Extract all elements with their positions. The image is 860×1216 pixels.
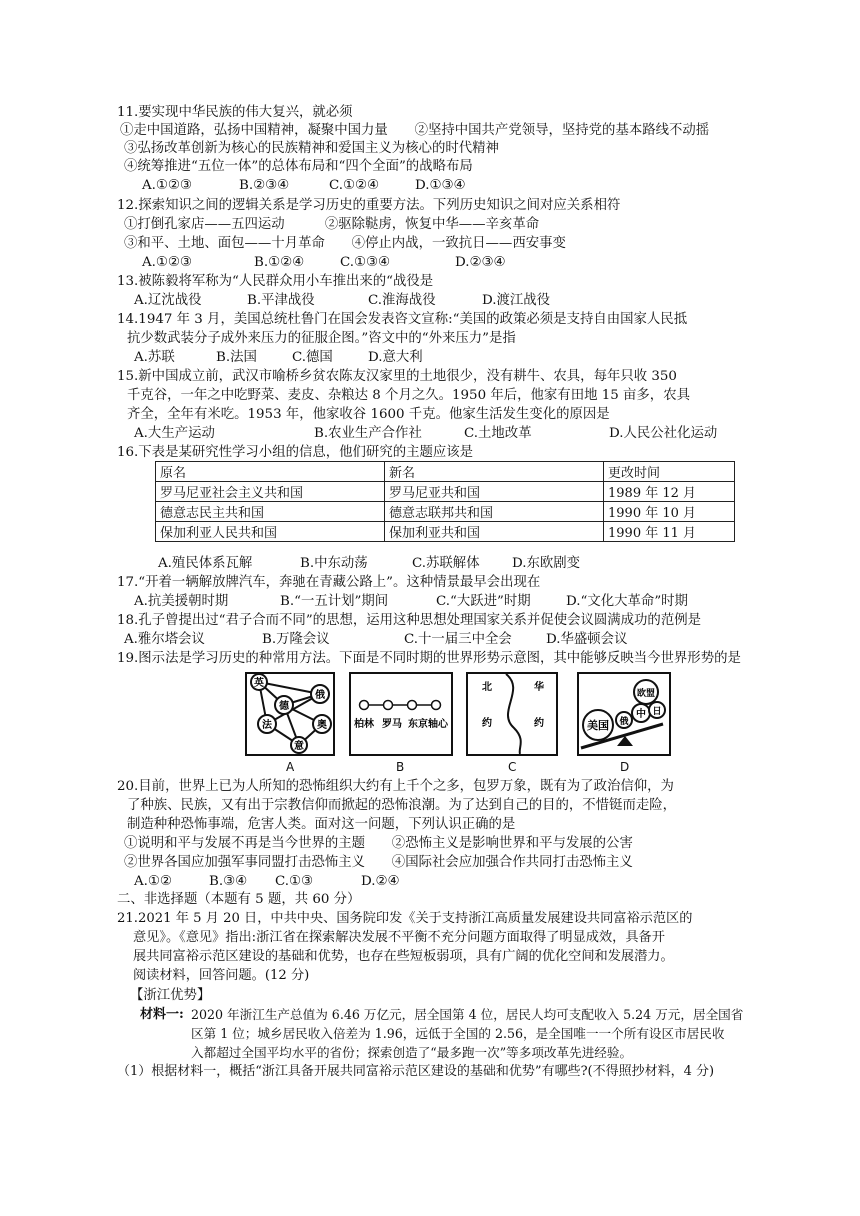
- q15-stem-2: 千克谷，一年之中吃野菜、麦皮、杂粮达 8 个月之久。1950 年后，他家有田地 15 亩多，农具: [127, 388, 690, 403]
- node-label: 奥: [317, 720, 327, 731]
- q20-item-1: ①说明和平与发展不再是当今世界的主题 ②恐怖主义是影响世界和平与发展的公害: [124, 836, 633, 851]
- q12-stem: 12.探索知识之间的逻辑关系是学习历史的重要方法。下列历史知识之间对应关系相符: [117, 198, 621, 213]
- q11-options: [142, 177, 466, 195]
- q20-item-2: ②世界各国应加强军事同盟打击恐怖主义 ④国际社会应加强合作共同打击恐怖主义: [124, 855, 633, 870]
- q18-options: [124, 631, 627, 649]
- material-1-line-1: 2020 年浙江生产总值为 6.46 万亿元，居全国第 4 位，居民人均可支配收入 5.24 万元，居全国省: [191, 1007, 744, 1022]
- q16-options: [158, 555, 580, 573]
- node-label: 英: [254, 678, 264, 689]
- q11-item-1: ①走中国道路，弘扬中国精神，凝聚中国力量 ②坚持中国共产党领导，坚持党的基本路线不动摇: [120, 123, 710, 138]
- q14-option-b[interactable]: B.法国: [216, 350, 257, 365]
- q17-options: [134, 593, 688, 611]
- table-row: [156, 482, 735, 502]
- q12-item-1: ①打倒孔家店——五四运动 ②驱除鞑虏，恢复中华——辛亥革命: [124, 217, 540, 232]
- q14-options: [134, 349, 423, 367]
- node-label: 德: [279, 701, 289, 712]
- node-label: 美国: [587, 719, 609, 732]
- bipolar-diagram: [466, 672, 558, 756]
- q18-option-c[interactable]: C.十一届三中全会: [404, 632, 512, 647]
- node-label: 罗马: [382, 719, 402, 730]
- q13-option-c[interactable]: C.淮海战役: [368, 293, 436, 308]
- table-cell: 保加利亚人民共和国: [156, 522, 385, 542]
- q20-option-d[interactable]: D.②④: [361, 874, 400, 889]
- q15-option-b[interactable]: B.农业生产合作社: [314, 426, 422, 441]
- table-cell: 1990 年 11 月: [604, 522, 735, 542]
- q11-option-c[interactable]: C.①②④: [329, 178, 380, 193]
- q21-line-3: 展共同富裕示范区建设的基础和优势，也存在些短板弱项，具有广阔的优化空间和发展潜力。: [133, 949, 674, 964]
- figure-d-label: D: [620, 760, 630, 774]
- node-label: 东京轴心: [408, 719, 448, 730]
- q20-stem-2: 了种族、民族，又有出于宗教信仰而掀起的恐怖浪潮。为了达到自己的目的，不惜铤而走险，: [127, 798, 677, 813]
- q18-option-d[interactable]: D.华盛顿会议: [546, 632, 628, 647]
- q15-option-c[interactable]: C.土地改革: [464, 426, 532, 441]
- right-label-1: 华: [534, 682, 544, 693]
- q16-option-d[interactable]: D.东欧剧变: [512, 556, 581, 571]
- q11-item-3: ④统筹推进“五位一体”的总体布局和“四个全面”的战略布局: [124, 159, 473, 174]
- q11-stem: 11.要实现中华民族的伟大复兴，就必须: [117, 105, 353, 120]
- q20-option-b[interactable]: B.③④: [209, 874, 248, 889]
- figure-b-label: B: [396, 760, 405, 774]
- q19-figure-d: [577, 672, 671, 756]
- node-label: 俄: [619, 717, 629, 727]
- node-label: 欧盟: [636, 689, 656, 699]
- q21-sub-question-1: （1）根据材料一，概括“浙江具备开展共同富裕示范区建设的基础和优势”有哪些?(不得照抄材料，4 分): [117, 1064, 715, 1079]
- q15-option-a[interactable]: A.大生产运动: [134, 426, 215, 441]
- q12-option-c[interactable]: C.①③④: [340, 255, 391, 270]
- q18-stem: 18.孔子曾提出过“君子合而不同”的思想，运用这种思想处理国家关系并促使会议圆满成功的范例是: [117, 613, 701, 628]
- table-cell: 罗马尼亚社会主义共和国: [156, 482, 385, 502]
- table-cell: 德意志联邦共和国: [385, 502, 604, 522]
- material-1-label: 材料一:: [140, 1007, 184, 1022]
- q15-option-d[interactable]: D.人民公社化运动: [609, 426, 718, 441]
- node-label: 法: [262, 720, 272, 731]
- axis-diagram: [349, 672, 453, 756]
- node-label: 俄: [315, 690, 325, 701]
- q16-option-b[interactable]: B.中东动荡: [300, 556, 368, 571]
- right-label-2: 约: [534, 718, 544, 729]
- q11-option-b[interactable]: B.②③④: [239, 178, 290, 193]
- q21-line-1: 21.2021 年 5 月 20 日，中共中央、国务院印发《关于支持浙江高质量发展建设共同富裕示范区的: [117, 911, 693, 926]
- q13-stem: 13.被陈毅将军称为“人民群众用小车推出来的“战役是: [117, 274, 434, 289]
- q15-options: [134, 425, 717, 443]
- q20-option-c[interactable]: C.①③: [275, 874, 314, 889]
- q18-option-b[interactable]: B.万隆会议: [262, 632, 330, 647]
- q14-option-d[interactable]: D.意大利: [368, 350, 423, 365]
- q14-stem-2: 抗少数武装分子成外来压力的征服企图。”咨文中的“外来压力”是指: [127, 331, 516, 346]
- q17-option-c[interactable]: C.“大跃进”时期: [436, 594, 531, 609]
- node-label: 日: [652, 707, 662, 717]
- q17-option-d[interactable]: D.“文化大革命”时期: [566, 594, 688, 609]
- node-label: 中: [636, 709, 646, 720]
- q11-option-d[interactable]: D.①③④: [415, 178, 466, 193]
- q20-stem-1: 20.目前，世界上已为人所知的恐怖组织大约有上千个之多，包罗万象，既有为了政治信仰，为: [117, 779, 674, 794]
- table-cell: 罗马尼亚共和国: [385, 482, 604, 502]
- left-label-2: 约: [482, 718, 492, 729]
- figure-a-label: A: [286, 760, 295, 774]
- table-cell: 德意志民主共和国: [156, 502, 385, 522]
- q12-option-d[interactable]: D.②③④: [455, 255, 506, 270]
- q20-stem-3: 制造种种恐怖事端，危害人类。面对这一问题，下列认识正确的是: [127, 817, 516, 832]
- table-header-row: [156, 462, 735, 482]
- q21-heading: 【浙江优势】: [130, 988, 211, 1003]
- left-label-1: 北: [482, 682, 492, 693]
- multipolar-diagram: [577, 672, 671, 756]
- q20-option-a[interactable]: A.①②: [134, 874, 172, 889]
- q19-figure-a: [245, 672, 335, 756]
- q16-option-c[interactable]: C.苏联解体: [412, 556, 480, 571]
- table-header-cell: 更改时间: [604, 462, 735, 482]
- q21-line-2: 意见》。《意见》指出:浙江省在探索解决发展不平衡不充分问题方面取得了明显成效，具备开: [133, 930, 665, 945]
- node-label: 意: [294, 741, 304, 752]
- q13-options: [134, 292, 550, 310]
- alliance-diagram: [245, 672, 335, 756]
- q17-option-b[interactable]: B.“一五计划”期间: [280, 594, 389, 609]
- q21-line-4: 阅读材料，回答问题。(12 分): [133, 968, 310, 983]
- figure-c-label: C: [508, 760, 517, 774]
- q11-option-a[interactable]: A.①②③: [142, 178, 192, 193]
- q12-item-2: ③和平、土地、面包——十月革命 ④停止内战，一致抗日——西安事变: [124, 236, 566, 251]
- q12-options: [142, 254, 506, 272]
- q16-table: [155, 461, 735, 542]
- q16-option-a[interactable]: A.殖民体系瓦解: [158, 556, 253, 571]
- q14-option-a[interactable]: A.苏联: [134, 350, 175, 365]
- q11-item-2: ③弘扬改革创新为核心的民族精神和爱国主义为核心的时代精神: [124, 141, 499, 156]
- q19-figure-c: [466, 672, 558, 756]
- table-row: [156, 522, 735, 542]
- section-heading: 二、非选择题（本题有 5 题，共 60 分）: [117, 892, 361, 907]
- table-header-cell: 新名: [385, 462, 604, 482]
- q13-option-a[interactable]: A.辽沈战役: [134, 293, 202, 308]
- table-row: [156, 502, 735, 522]
- q18-option-a[interactable]: A.雅尔塔会议: [124, 632, 205, 647]
- table-cell: 保加利亚共和国: [385, 522, 604, 542]
- q14-stem-1: 14.1947 年 3 月，美国总统杜鲁门在国会发表咨文宣称:“美国的政策必须是支持自由国家人民抵: [117, 312, 688, 327]
- q19-figure-b: [349, 672, 453, 756]
- q15-stem-1: 15.新中国成立前，武汉市喻桥乡贫农陈友汉家里的土地很少，没有耕牛、农具，每年只收 350: [117, 369, 677, 384]
- q14-option-c[interactable]: C.德国: [292, 350, 333, 365]
- q12-option-a[interactable]: A.①②③: [142, 255, 192, 270]
- q17-option-a[interactable]: A.抗美援朝时期: [134, 594, 229, 609]
- node-label: 柏林: [354, 719, 374, 730]
- q12-option-b[interactable]: B.①②④: [254, 255, 305, 270]
- table-cell: 1989 年 12 月: [604, 482, 735, 502]
- material-1-line-2: 区第 1 位；城乡居民收入倍差为 1.96，远低于全国的 2.56，是全国唯一一个所有设区市居民收: [191, 1026, 725, 1041]
- q20-options: [134, 873, 400, 891]
- table-header-cell: 原名: [156, 462, 385, 482]
- q13-option-d[interactable]: D.渡江战役: [482, 293, 551, 308]
- q16-stem: 16.下表是某研究性学习小组的信息，他们研究的主题应该是: [117, 445, 474, 460]
- material-1-line-3: 入都超过全国平均水平的省份；探索创造了“最多跑一次”等多项改革先进经验。: [191, 1045, 633, 1060]
- q15-stem-3: 齐全，全年有米吃。1953 年，他家收谷 1600 千克。他家生活发生变化的原因是: [127, 407, 610, 422]
- table-cell: 1990 年 10 月: [604, 502, 735, 522]
- q13-option-b[interactable]: B.平津战役: [247, 293, 315, 308]
- q17-stem: 17.“开着一辆解放牌汽车，奔驰在青藏公路上”。这种情景最早会出现在: [117, 575, 541, 590]
- q19-stem: 19.图示法是学习历史的种常用方法。下面是不同时期的世界形势示意图，其中能够反映当今世界形势的是: [117, 651, 741, 666]
